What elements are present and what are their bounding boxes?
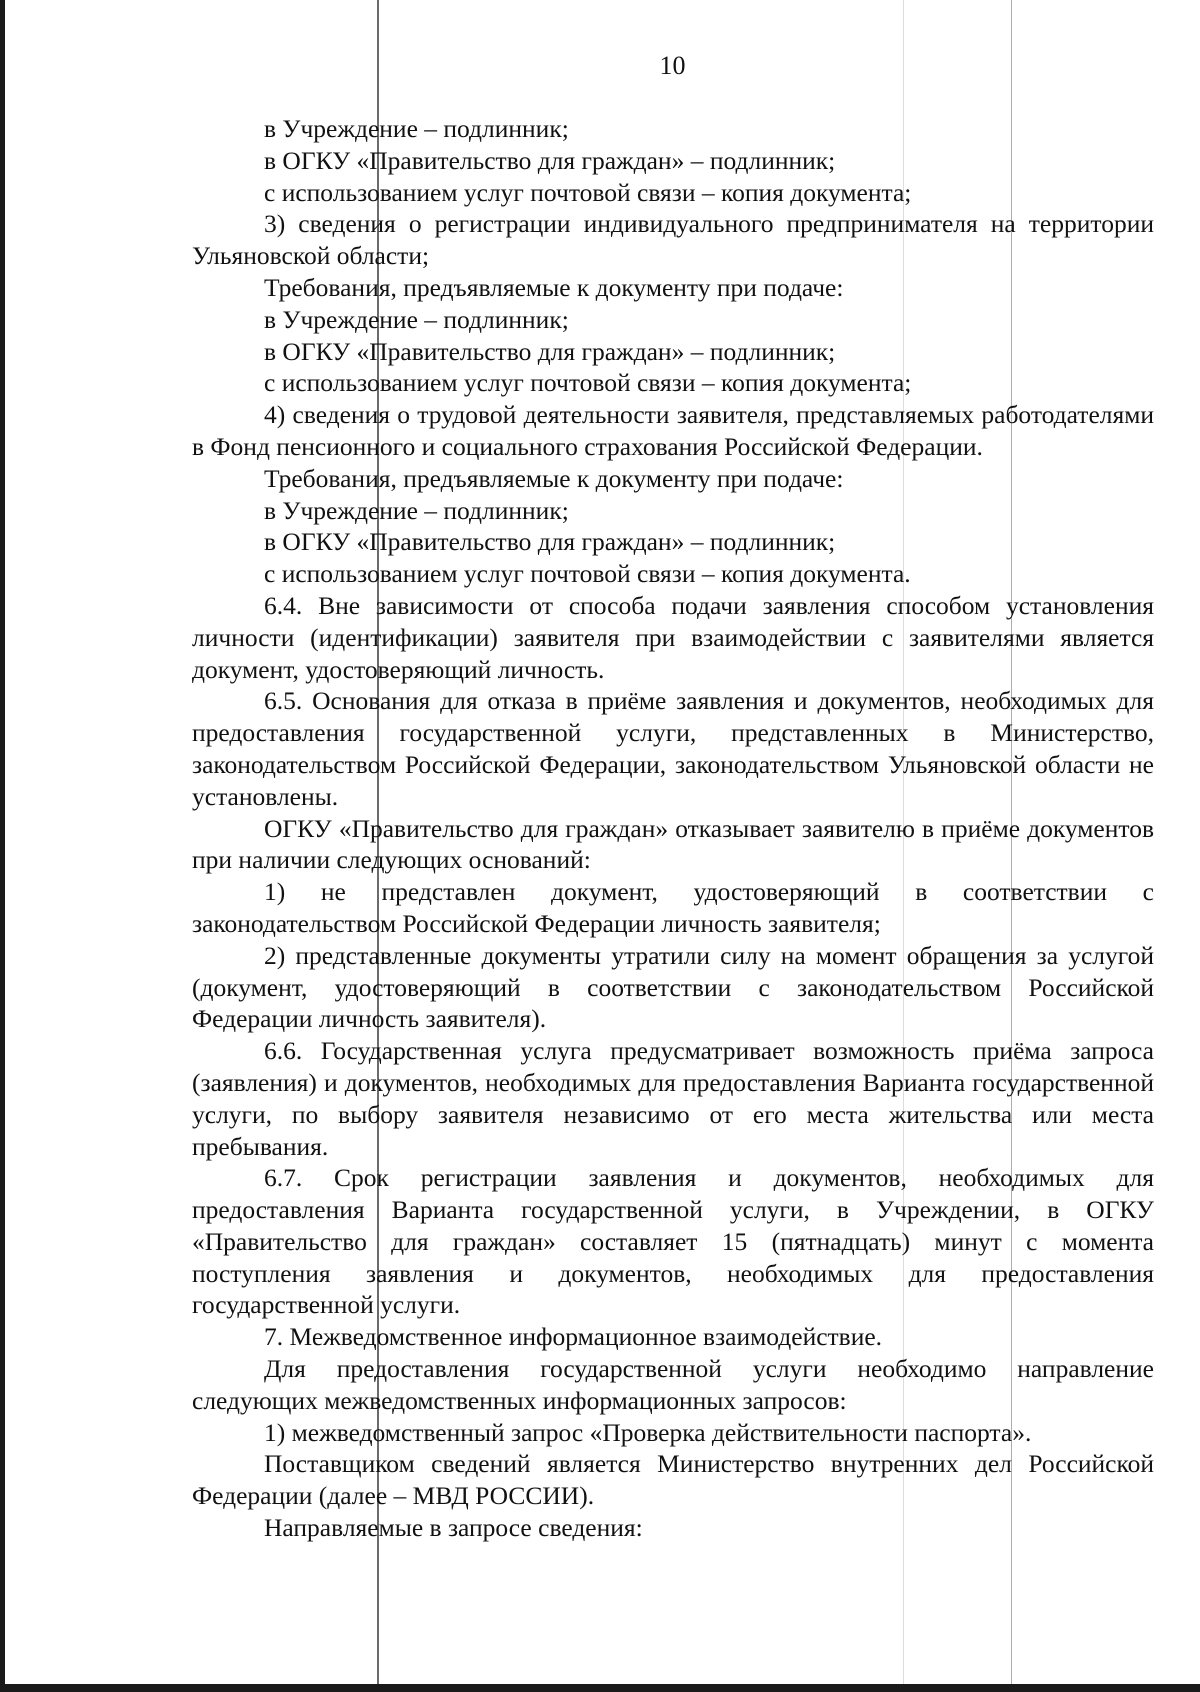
paragraph: в ОГКУ «Правительство для граждан» – подлинник; xyxy=(264,336,836,366)
paragraph: 3) сведения о регистрации индивидуального предпринимателя на территории Ульяновской области; xyxy=(192,209,1154,271)
page-number: 10 xyxy=(659,51,686,80)
paragraph: 6.5. Основания для отказа в приёме заявления и документов, необходимых для предоставления государственной услуги, представленных в Министерство, законодательством Российской Федерации, законодательством Ульяновской области не установлены. xyxy=(192,686,1154,811)
paragraph: ОГКУ «Правительство для граждан» отказывает заявителю в приёме документов при наличии следующих оснований: xyxy=(192,813,1154,875)
paragraph: с использованием услуг почтовой связи – копия документа; xyxy=(264,177,912,207)
paragraph: в ОГКУ «Правительство для граждан» – подлинник; xyxy=(264,527,836,557)
paragraph: в Учреждение – подлинник; xyxy=(264,114,569,143)
scan-border-left xyxy=(0,0,5,1692)
paragraph: 1) не представлен документ, удостоверяющий в соответствии с законодательством Российской Федерации личность заявителя; xyxy=(192,877,1154,938)
paragraph: 1) межведомственный запрос «Проверка действительности паспорта». xyxy=(264,1417,1032,1447)
paragraph: 6.6. Государственная услуга предусматривает возможность приёма запроса (заявления) и документов, необходимых для предоставления Варианта государственной услуги, по выбору заявителя независимо от его места жительства или места пребывания. xyxy=(192,1036,1154,1161)
paragraph: 4) сведения о трудовой деятельности заявителя, представляемых работодателями в Фонд пенсионного и социального страхования Российской Федерации. xyxy=(192,400,1154,461)
paragraph: в ОГКУ «Правительство для граждан» – подлинник; xyxy=(264,145,836,175)
paragraph: Требования, предъявляемые к документу при подаче: xyxy=(264,463,844,493)
paragraph: в Учреждение – подлинник; xyxy=(264,304,569,334)
paragraph: 7. Межведомственное информационное взаимодействие. xyxy=(264,1322,883,1352)
paragraph: с использованием услуг почтовой связи – копия документа; xyxy=(264,368,912,398)
paragraph: с использованием услуг почтовой связи – копия документа. xyxy=(264,559,911,589)
document-body xyxy=(192,113,1154,1544)
paragraph: 6.4. Вне зависимости от способа подачи заявления способом установления личности (идентификации) заявителя при взаимодействии с заявителями является документ, удостоверяющий личность. xyxy=(192,590,1154,684)
paragraph: Требования, предъявляемые к документу при подаче: xyxy=(264,272,844,302)
paragraph: 2) представленные документы утратили силу на момент обращения за услугой (документ, удостоверяющий в соответствии с законодательством Российской Федерации личность заявителя). xyxy=(192,940,1154,1034)
paragraph: Направляемые в запросе сведения: xyxy=(264,1513,643,1543)
paragraph: в Учреждение – подлинник; xyxy=(264,495,569,525)
scan-border-bottom xyxy=(0,1684,1200,1692)
paragraph: Для предоставления государственной услуги необходимо направление следующих межведомственных информационных запросов: xyxy=(192,1354,1154,1415)
paragraph: 6.7. Срок регистрации заявления и документов, необходимых для предоставления Варианта государственной услуги, в Учреждении, в ОГКУ «Правительство для граждан» составляет 15 (пятнадцать) минут с момента поступления заявления и документов, необходимых для предоставления государственной услуги. xyxy=(192,1163,1154,1320)
paragraph: Поставщиком сведений является Министерство внутренних дел Российской Федерации (далее – МВД РОССИИ). xyxy=(192,1449,1154,1511)
